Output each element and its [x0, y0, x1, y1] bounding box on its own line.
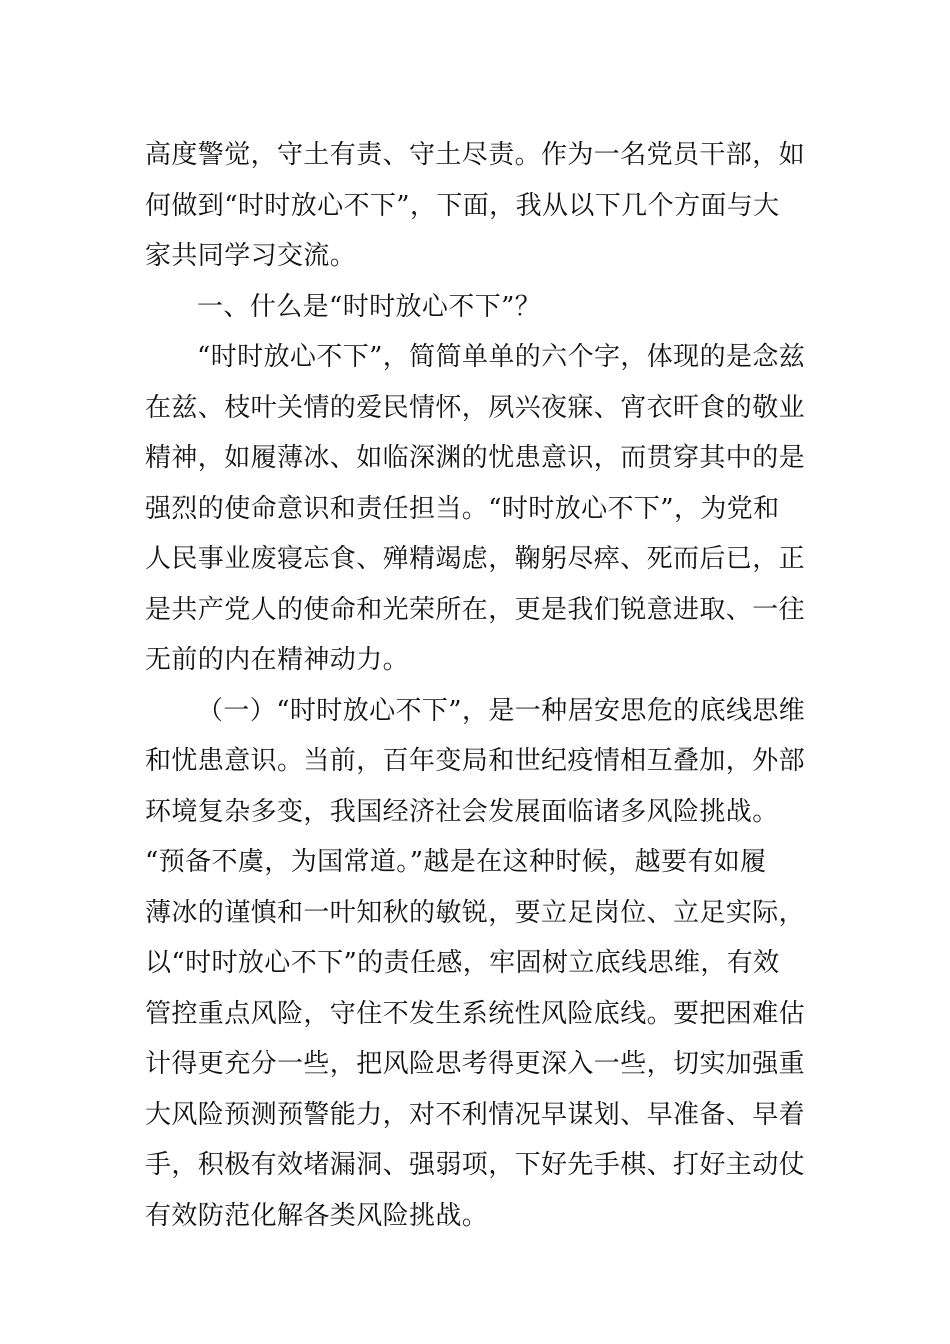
heading-text: 一、什么是“时时放心不下”？ — [197, 291, 542, 322]
text-line: （一）“时时放心不下”，是一种居安思危的底线思维 — [197, 695, 806, 726]
text-line: 在兹、枝叶关情的爱民情怀，夙兴夜寐、宵衣旰食的敬业 — [145, 392, 806, 423]
text-line: “时时放心不下”，简简单单的六个字，体现的是念兹 — [197, 342, 806, 372]
text-line: 是共产党人的使命和光荣所在，更是我们锐意进取、一往 — [145, 594, 806, 625]
text-line: 环境复杂多变，我国经济社会发展面临诸多风险挑战。 — [145, 796, 779, 827]
text-line: “预备不虞，为国常道。”越是在这种时候，越要有如履 — [145, 847, 767, 877]
text-line: 管控重点风险，守住不发生系统性风险底线。要把困难估 — [145, 998, 806, 1029]
body-paragraph-1 — [145, 332, 810, 686]
text-line: 计得更充分一些，把风险思考得更深入一些，切实加强重 — [145, 1049, 806, 1079]
text-line: 和忧患意识。当前，百年变局和世纪疫情相互叠加，外部 — [145, 746, 806, 776]
text-line: 精神，如履薄冰、如临深渊的忧患意识，而贯穿其中的是 — [145, 443, 806, 473]
text-line: 强烈的使命意识和责任担当。“时时放心不下”，为党和 — [145, 493, 780, 524]
document-body — [145, 130, 810, 1241]
intro-paragraph — [145, 130, 810, 282]
section-heading — [145, 282, 810, 333]
text-line: 以“时时放心不下”的责任感，牢固树立底线思维，有效 — [145, 948, 780, 978]
text-line: 家共同学习交流。 — [145, 241, 357, 271]
text-line: 薄冰的谨慎和一叶知秋的敏锐，要立足岗位、立足实际， — [145, 897, 806, 928]
body-paragraph-2 — [145, 686, 810, 1242]
text-line: 无前的内在精神动力。 — [145, 645, 410, 675]
text-line: 高度警觉，守土有责、守土尽责。作为一名党员干部，如 — [145, 140, 806, 170]
text-line: 人民事业废寝忘食、殚精竭虑，鞠躬尽瘁、死而后已，正 — [145, 544, 806, 574]
text-line: 何做到“时时放心不下”，下面，我从以下几个方面与大 — [145, 190, 780, 221]
text-line: 手，积极有效堵漏洞、强弱项，下好先手棋、打好主动仗 — [145, 1150, 806, 1180]
text-line: 大风险预测预警能力，对不利情况早谋划、早准备、早着 — [145, 1099, 806, 1130]
text-line: 有效防范化解各类风险挑战。 — [145, 1200, 489, 1231]
